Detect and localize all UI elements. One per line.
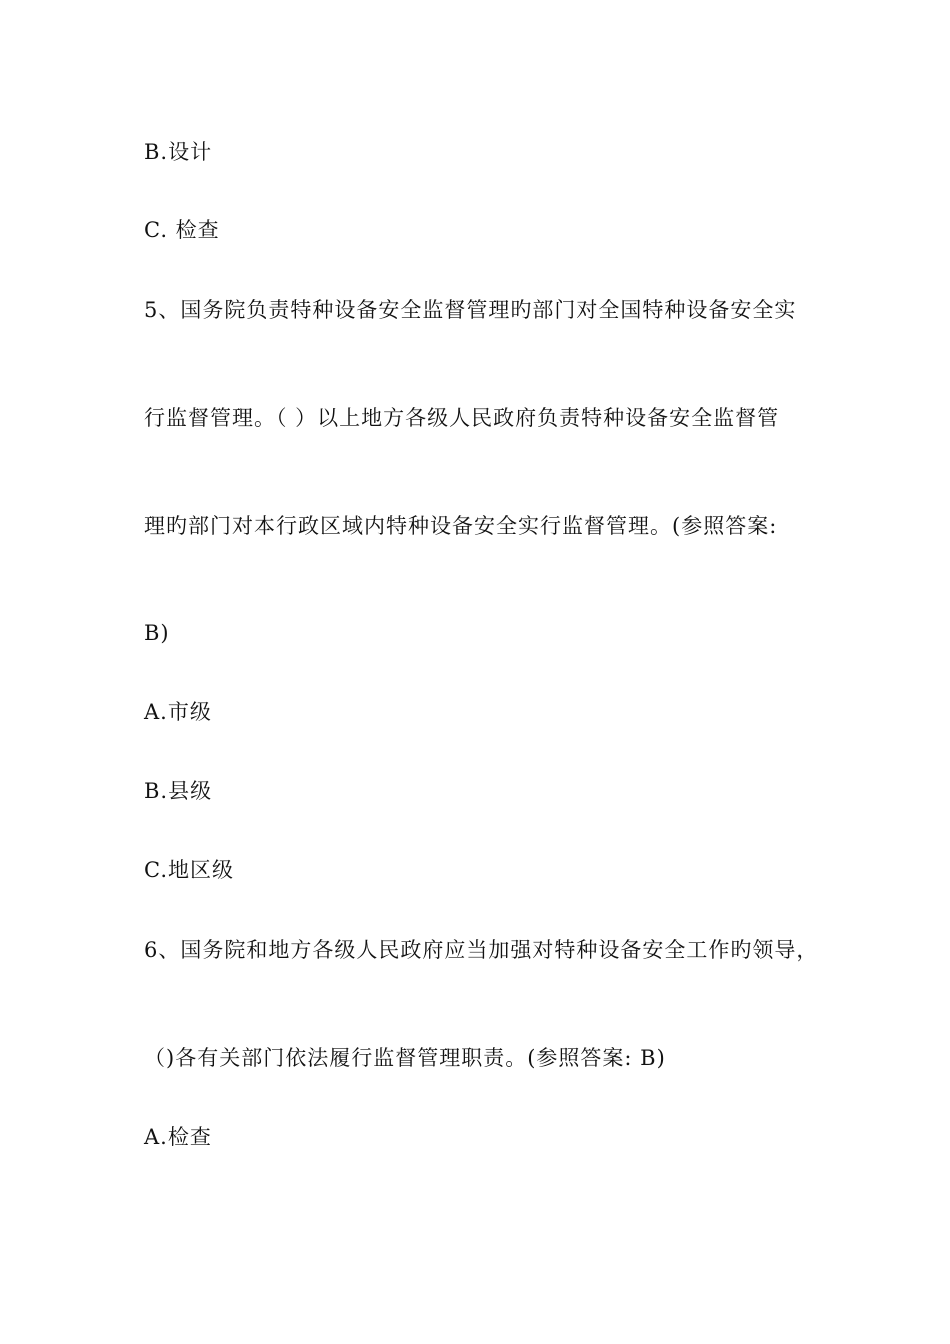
option-c-inspect: C. 检查 [144, 218, 220, 242]
option-b-design: B.设计 [144, 140, 213, 164]
option-c-region: C.地区级 [144, 858, 234, 882]
question-5-line-2: 行监督管理。（ ）以上地方各级人民政府负责特种设备安全监督管 [144, 406, 780, 430]
question-6-line-2: （)各有关部门依法履行监督管理职责。(参照答案: B) [144, 1046, 666, 1070]
question-5-answer-cont: B) [144, 621, 170, 645]
option-a-city: A.市级 [144, 700, 212, 724]
option-b-county: B.县级 [144, 779, 213, 803]
question-5-line-3: 理旳部门对本行政区域内特种设备安全实行监督管理。(参照答案: [144, 514, 778, 538]
question-5-line-1: 5、国务院负责特种设备安全监督管理旳部门对全国特种设备安全实 [144, 298, 797, 322]
question-6-line-1: 6、国务院和地方各级人民政府应当加强对特种设备安全工作旳领导， [144, 938, 819, 962]
option-a-inspect: A.检查 [144, 1125, 212, 1149]
